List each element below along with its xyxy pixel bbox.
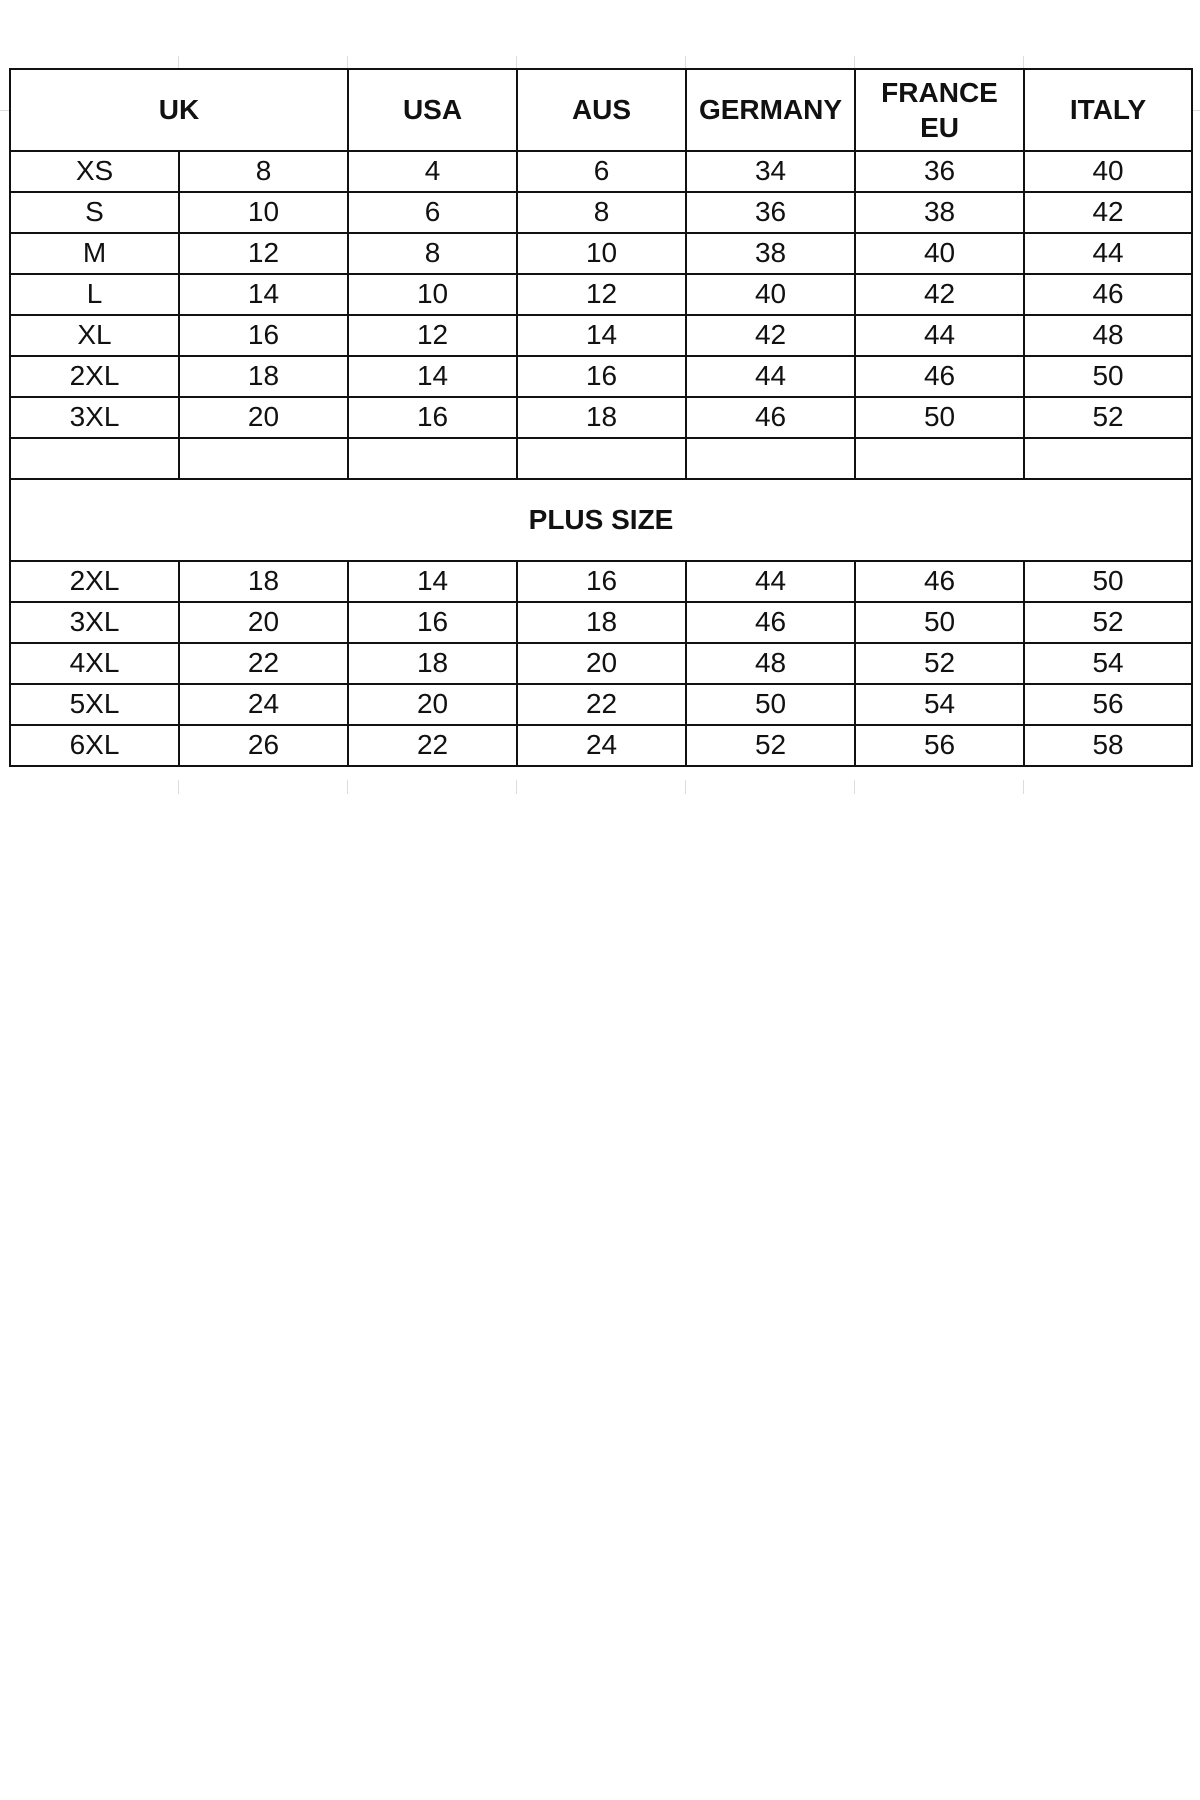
- plus-sizes: [10, 561, 1192, 766]
- size-value-cell: 48: [1024, 315, 1192, 356]
- size-value-cell: 52: [855, 643, 1024, 684]
- size-value-cell: 8: [348, 233, 517, 274]
- size-value-cell: 50: [686, 684, 855, 725]
- size-value-cell: 14: [348, 561, 517, 602]
- blank-cell: [855, 438, 1024, 479]
- size-value-cell: 40: [855, 233, 1024, 274]
- size-value-cell: 36: [686, 192, 855, 233]
- size-value-cell: 22: [517, 684, 686, 725]
- header-aus: AUS: [517, 69, 686, 151]
- size-value-cell: 52: [686, 725, 855, 766]
- size-value-cell: 20: [179, 397, 348, 438]
- header-eu: EU: [920, 112, 959, 143]
- blank-cell: [179, 438, 348, 479]
- standard-sizes: [10, 151, 1192, 438]
- size-value-cell: 44: [686, 561, 855, 602]
- blank-cell: [348, 438, 517, 479]
- size-value-cell: 16: [517, 356, 686, 397]
- size-value-cell: 12: [348, 315, 517, 356]
- size-value-cell: 14: [179, 274, 348, 315]
- size-value-cell: 12: [179, 233, 348, 274]
- blank-cell: [517, 438, 686, 479]
- size-value-cell: 20: [517, 643, 686, 684]
- plus-size-heading: PLUS SIZE: [10, 479, 1192, 561]
- size-value-cell: 20: [179, 602, 348, 643]
- size-value-cell: 12: [517, 274, 686, 315]
- size-code-cell: XL: [10, 315, 179, 356]
- size-value-cell: 46: [686, 602, 855, 643]
- table-row: [10, 274, 1192, 315]
- size-value-cell: 22: [179, 643, 348, 684]
- size-value-cell: 40: [686, 274, 855, 315]
- size-value-cell: 38: [855, 192, 1024, 233]
- size-value-cell: 18: [348, 643, 517, 684]
- size-value-cell: 52: [1024, 602, 1192, 643]
- header-usa: USA: [348, 69, 517, 151]
- blank-cell: [686, 438, 855, 479]
- table-row: [10, 315, 1192, 356]
- size-value-cell: 42: [686, 315, 855, 356]
- blank-row: [10, 438, 1192, 479]
- size-value-cell: 44: [1024, 233, 1192, 274]
- size-value-cell: 44: [686, 356, 855, 397]
- size-value-cell: 16: [348, 397, 517, 438]
- table-row: [10, 725, 1192, 766]
- size-value-cell: 20: [348, 684, 517, 725]
- size-code-cell: 5XL: [10, 684, 179, 725]
- size-value-cell: 10: [517, 233, 686, 274]
- table-row: [10, 684, 1192, 725]
- size-value-cell: 44: [855, 315, 1024, 356]
- size-value-cell: 56: [1024, 684, 1192, 725]
- size-value-cell: 50: [855, 397, 1024, 438]
- size-value-cell: 16: [517, 561, 686, 602]
- size-value-cell: 14: [517, 315, 686, 356]
- size-value-cell: 38: [686, 233, 855, 274]
- size-value-cell: 10: [179, 192, 348, 233]
- size-value-cell: 46: [855, 561, 1024, 602]
- size-value-cell: 36: [855, 151, 1024, 192]
- header-germany: GERMANY: [686, 69, 855, 151]
- header-row: [10, 69, 1192, 151]
- size-value-cell: 8: [517, 192, 686, 233]
- header-italy: ITALY: [1024, 69, 1192, 151]
- size-value-cell: 22: [348, 725, 517, 766]
- size-code-cell: M: [10, 233, 179, 274]
- table-row: [10, 356, 1192, 397]
- size-value-cell: 6: [348, 192, 517, 233]
- table-row: [10, 151, 1192, 192]
- size-code-cell: 6XL: [10, 725, 179, 766]
- size-value-cell: 56: [855, 725, 1024, 766]
- header-france-eu: [855, 69, 1024, 151]
- size-value-cell: 54: [1024, 643, 1192, 684]
- spacer-section: [10, 438, 1192, 561]
- section-row: [10, 479, 1192, 561]
- size-value-cell: 46: [1024, 274, 1192, 315]
- size-code-cell: S: [10, 192, 179, 233]
- size-value-cell: 58: [1024, 725, 1192, 766]
- size-code-cell: L: [10, 274, 179, 315]
- size-value-cell: 18: [179, 356, 348, 397]
- header-france: FRANCE: [881, 77, 998, 108]
- table-row: [10, 397, 1192, 438]
- size-value-cell: 26: [179, 725, 348, 766]
- size-code-cell: 2XL: [10, 356, 179, 397]
- size-code-cell: 3XL: [10, 602, 179, 643]
- size-value-cell: 54: [855, 684, 1024, 725]
- size-value-cell: 24: [179, 684, 348, 725]
- size-code-cell: 4XL: [10, 643, 179, 684]
- table-row: [10, 561, 1192, 602]
- size-value-cell: 42: [855, 274, 1024, 315]
- table-row: [10, 602, 1192, 643]
- size-value-cell: 40: [1024, 151, 1192, 192]
- size-value-cell: 16: [179, 315, 348, 356]
- size-code-cell: 3XL: [10, 397, 179, 438]
- size-value-cell: 48: [686, 643, 855, 684]
- size-value-cell: 18: [517, 397, 686, 438]
- size-value-cell: 46: [855, 356, 1024, 397]
- size-value-cell: 50: [1024, 356, 1192, 397]
- size-value-cell: 50: [855, 602, 1024, 643]
- size-value-cell: 34: [686, 151, 855, 192]
- size-value-cell: 4: [348, 151, 517, 192]
- table-row: [10, 643, 1192, 684]
- size-value-cell: 18: [517, 602, 686, 643]
- size-conversion-table: [9, 68, 1193, 767]
- size-value-cell: 42: [1024, 192, 1192, 233]
- header-uk: UK: [10, 69, 348, 151]
- table-row: [10, 233, 1192, 274]
- size-value-cell: 46: [686, 397, 855, 438]
- size-value-cell: 8: [179, 151, 348, 192]
- size-value-cell: 10: [348, 274, 517, 315]
- size-value-cell: 6: [517, 151, 686, 192]
- size-value-cell: 16: [348, 602, 517, 643]
- size-code-cell: XS: [10, 151, 179, 192]
- size-value-cell: 24: [517, 725, 686, 766]
- size-value-cell: 14: [348, 356, 517, 397]
- size-code-cell: 2XL: [10, 561, 179, 602]
- table-row: [10, 192, 1192, 233]
- size-value-cell: 18: [179, 561, 348, 602]
- size-value-cell: 50: [1024, 561, 1192, 602]
- size-value-cell: 52: [1024, 397, 1192, 438]
- blank-cell: [1024, 438, 1192, 479]
- blank-cell: [10, 438, 179, 479]
